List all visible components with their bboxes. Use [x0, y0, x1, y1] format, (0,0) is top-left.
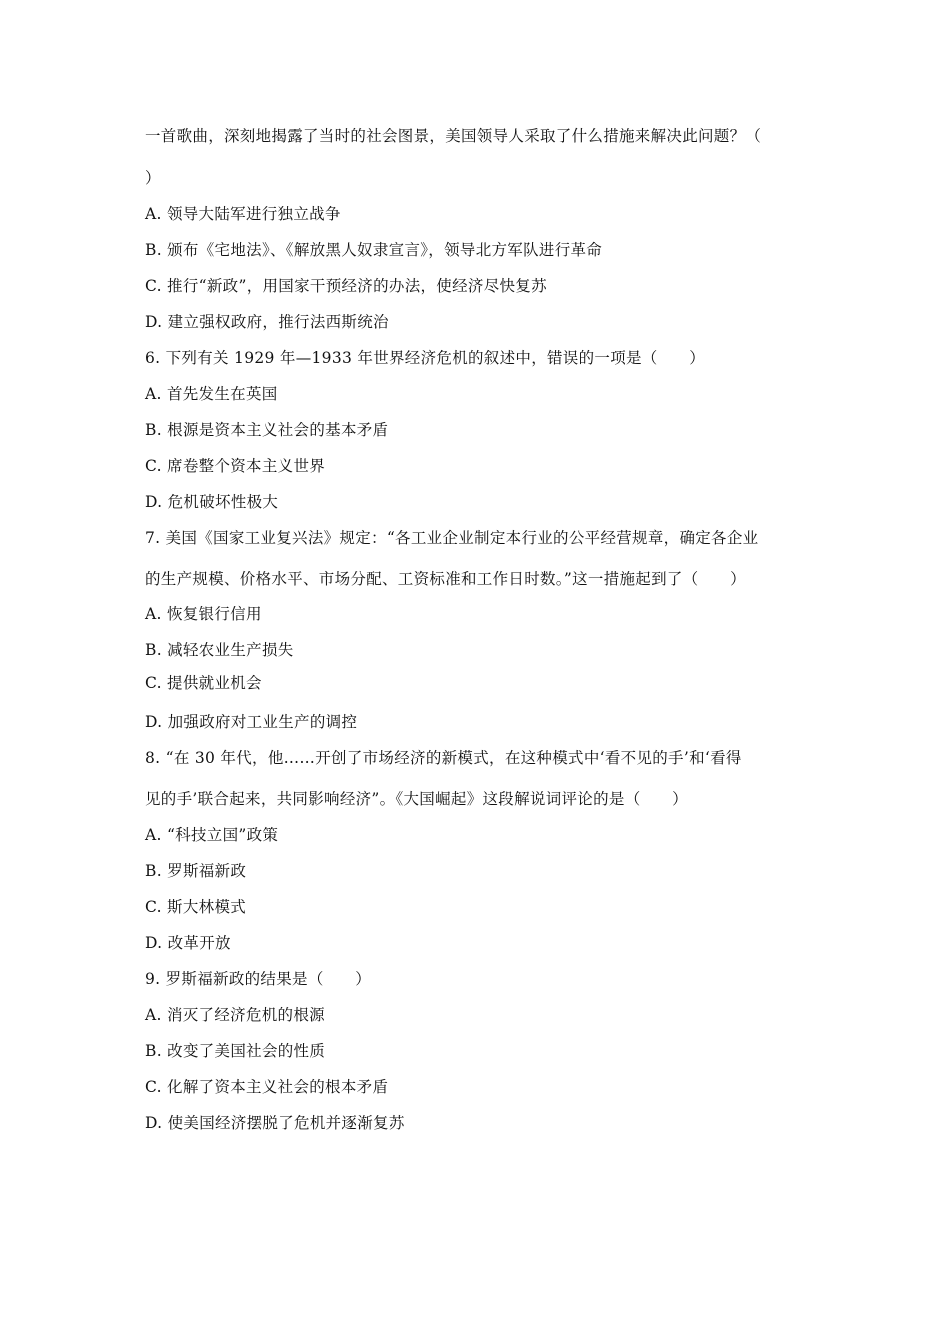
q5-option-b: B. 颁布《宅地法》、《解放黑人奴隶宣言》，领导北方军队进行革命: [145, 241, 603, 259]
q5-option-a: A. 领导大陆军进行独立战争: [145, 205, 341, 223]
q7-option-d: D. 加强政府对工业生产的调控: [145, 713, 358, 731]
q9-option-c: C. 化解了资本主义社会的根本矛盾: [145, 1078, 389, 1096]
q5-stem-line1: 一首歌曲，深刻地揭露了当时的社会图景，美国领导人采取了什么措施来解决此问题？（: [145, 127, 762, 145]
q8-stem-line2: 见的手’联合起来，共同影响经济”。《大国崛起》这段解说词评论的是（ ）: [145, 790, 688, 808]
q5-option-c: C. 推行“新政”，用国家干预经济的办法，使经济尽快复苏: [145, 277, 547, 295]
q9-option-b: B. 改变了美国社会的性质: [145, 1042, 326, 1060]
q8-option-d: D. 改革开放: [145, 934, 231, 952]
q5-option-d: D. 建立强权政府，推行法西斯统治: [145, 313, 389, 331]
q7-stem-line1: 7. 美国《国家工业复兴法》规定：“各工业企业制定本行业的公平经营规章，确定各企业: [145, 529, 759, 547]
q8-option-b: B. 罗斯福新政: [145, 862, 247, 880]
q9-option-a: A. 消灭了经济危机的根源: [145, 1006, 325, 1024]
q8-option-a: A. “科技立国”政策: [145, 826, 279, 844]
q6-stem: 6. 下列有关 1929 年—1933 年世界经济危机的叙述中，错误的一项是（ ）: [145, 349, 705, 367]
q6-option-d: D. 危机破坏性极大: [145, 493, 279, 511]
q9-stem: 9. 罗斯福新政的结果是（ ）: [145, 970, 372, 988]
q7-option-b: B. 减轻农业生产损失: [145, 641, 294, 659]
q7-option-a: A. 恢复银行信用: [145, 605, 262, 623]
q7-stem-line2: 的生产规模、价格水平、市场分配、工资标准和工作日时数。”这一措施起到了（ ）: [145, 570, 746, 588]
q9-option-d: D. 使美国经济摆脱了危机并逐渐复苏: [145, 1114, 405, 1132]
q8-option-c: C. 斯大林模式: [145, 898, 247, 916]
q7-option-c: C. 提供就业机会: [145, 674, 262, 692]
q6-option-b: B. 根源是资本主义社会的基本矛盾: [145, 421, 389, 439]
q5-stem-line2: ）: [145, 169, 161, 187]
q6-option-a: A. 首先发生在英国: [145, 385, 278, 403]
q6-option-c: C. 席卷整个资本主义世界: [145, 457, 326, 475]
q8-stem-line1: 8. “在 30 年代，他……开创了市场经济的新模式，在这种模式中‘看不见的手’和‘看得: [145, 749, 742, 767]
